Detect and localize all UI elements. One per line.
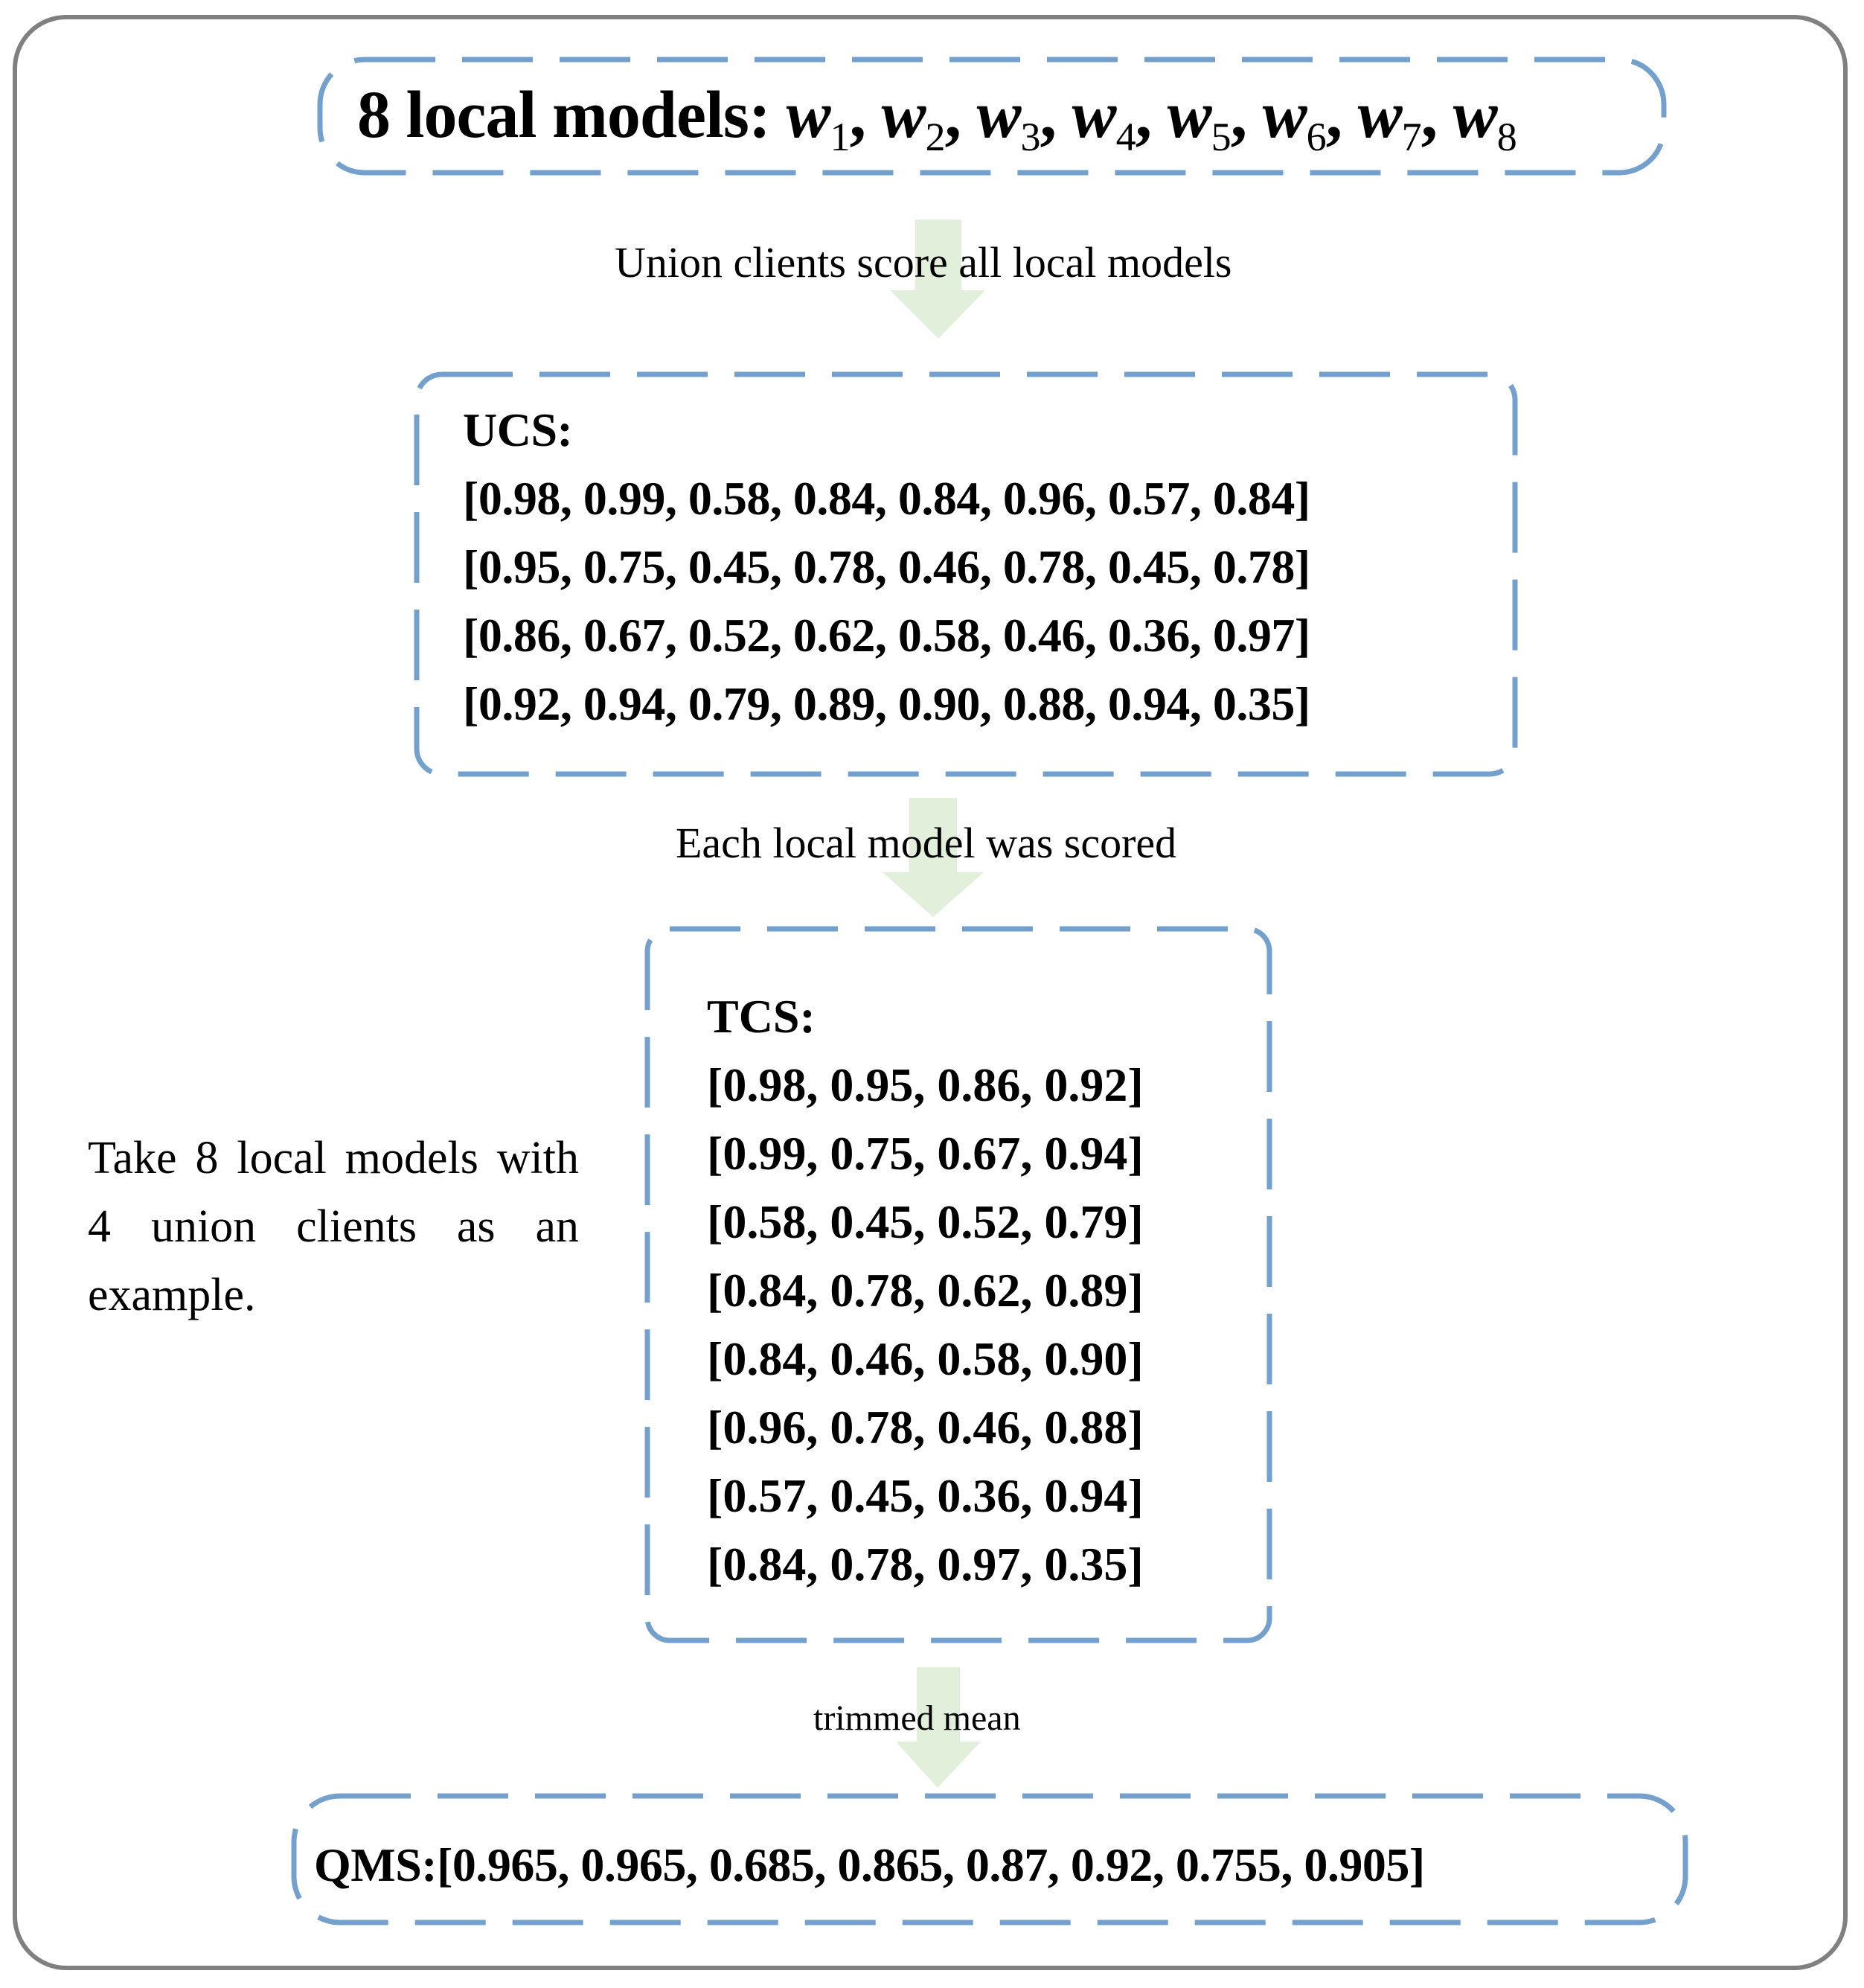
tcs-row: [0.57, 0.45, 0.36, 0.94] <box>707 1469 1144 1522</box>
qms-block <box>314 1831 1425 1899</box>
tcs-heading: TCS: <box>707 990 816 1043</box>
tcs-row: [0.99, 0.75, 0.67, 0.94] <box>707 1127 1144 1180</box>
ucs-row: [0.98, 0.99, 0.58, 0.84, 0.84, 0.96, 0.57, 0.84] <box>463 472 1310 525</box>
tcs-row: [0.98, 0.95, 0.86, 0.92] <box>707 1058 1144 1111</box>
step3-label: trimmed mean <box>813 1698 1021 1738</box>
step2-label: Each local model was scored <box>676 819 1177 867</box>
model-w7: $w_7$ <box>1357 78 1421 159</box>
tcs-row: [0.96, 0.78, 0.46, 0.88] <box>707 1401 1144 1454</box>
step1-label: Union clients score all local models <box>615 238 1232 287</box>
tcs-row: [0.84, 0.78, 0.97, 0.35] <box>707 1538 1144 1591</box>
ucs-row: [0.92, 0.94, 0.79, 0.89, 0.90, 0.88, 0.94, 0.35] <box>463 677 1310 730</box>
tcs-block <box>707 982 1144 1599</box>
ucs-block <box>463 396 1310 738</box>
qms-heading: QMS: <box>314 1838 438 1891</box>
model-w6: $w_6$ <box>1262 78 1326 159</box>
ucs-row: [0.86, 0.67, 0.52, 0.62, 0.58, 0.46, 0.36, 0.97] <box>463 609 1310 662</box>
model-w3: $w_3$ <box>976 78 1040 159</box>
qms-values: [0.965, 0.965, 0.685, 0.865, 0.87, 0.92, 0.755, 0.905] <box>437 1838 1425 1891</box>
local-models-title: 8 local models: $w_1$, $w_2$, $w_3$, $w_4$, $w_5$, $w_6$, $w_7$, $w_8$ <box>357 78 1516 159</box>
model-w4: $w_4$ <box>1072 78 1136 159</box>
ucs-row: [0.95, 0.75, 0.45, 0.78, 0.46, 0.78, 0.45, 0.78] <box>463 540 1310 593</box>
model-w5: $w_5$ <box>1167 78 1231 159</box>
tcs-row: [0.84, 0.78, 0.62, 0.89] <box>707 1264 1144 1317</box>
title-prefix: 8 local models: <box>357 78 787 152</box>
ucs-heading: UCS: <box>463 403 573 456</box>
tcs-row: [0.58, 0.45, 0.52, 0.79] <box>707 1195 1144 1248</box>
model-w8: $w_8$ <box>1453 78 1516 159</box>
tcs-row: [0.84, 0.46, 0.58, 0.90] <box>707 1332 1144 1385</box>
example-note: Take 8 local models with 4 union clients as an example. <box>88 1133 579 1320</box>
model-w2: $w_2$ <box>881 78 945 159</box>
model-w1: $w_1$ <box>786 78 850 159</box>
